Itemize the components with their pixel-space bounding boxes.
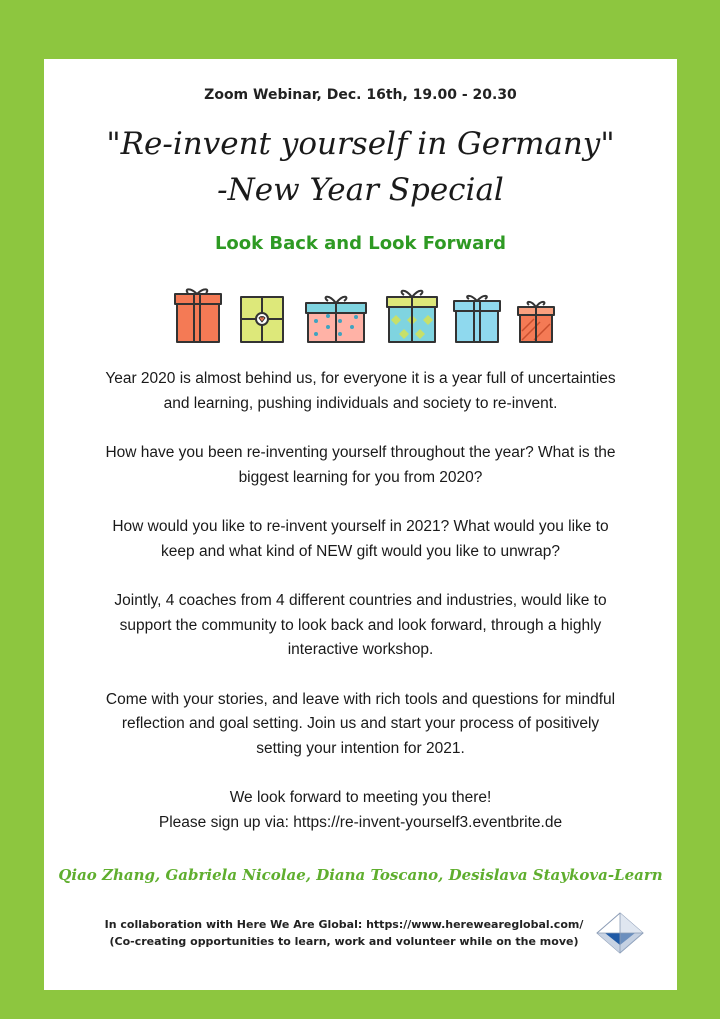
collab-line1: In collaboration with Here We Are Global: https://www.hereweareglobal.com/ — [104, 918, 584, 931]
event-subtitle: Look Back and Look Forward — [214, 233, 507, 254]
collab-line2: (Co-creating opportunities to learn, work and volunteer while on the move) — [109, 935, 579, 948]
gift-box-icon — [175, 289, 221, 342]
text-line: and learning, pushing individuals and society to re-invent. — [163, 394, 558, 412]
gift-box-icon — [454, 296, 500, 342]
event-title-line1: "Re-invent yourself in Germany" — [106, 126, 615, 162]
paragraph-intro — [84, 367, 637, 416]
gift-box-icon — [518, 302, 554, 342]
text-line: How would you like to re-invent yourself in 2021? What would you like to — [112, 518, 609, 535]
text-line: setting your intention for 2021. — [256, 739, 465, 757]
flyer-card — [44, 59, 677, 990]
paragraph-reflection — [84, 441, 637, 490]
paragraph-invitation — [84, 688, 637, 762]
text-line: Year 2020 is almost behind us, for everyone it is a year full of uncertainties — [105, 370, 616, 387]
text-line: support the community to look back and look forward, through a highly — [119, 616, 602, 634]
gift-boxes-illustration — [44, 287, 677, 349]
text-line: biggest learning for you from 2020? — [238, 468, 483, 486]
gift-row — [44, 287, 677, 349]
paragraph-coaches — [84, 589, 637, 663]
signup-link[interactable]: Please sign up via: https://re-invent-yourself3.eventbrite.de — [158, 813, 563, 831]
paragraph-signup — [84, 786, 637, 835]
event-title — [44, 121, 677, 213]
text-line: Jointly, 4 coaches from 4 different countries and industries, would like to — [114, 592, 607, 609]
gift-box-icon — [306, 297, 366, 342]
text-line: Come with your stories, and leave with rich tools and questions for mindful — [105, 690, 616, 708]
paragraph-future — [84, 515, 637, 564]
collaboration-note — [84, 916, 604, 950]
text-line: keep and what kind of NEW gift would you like to unwrap? — [161, 542, 560, 560]
event-description — [84, 367, 637, 835]
here-we-are-global-logo-icon — [595, 911, 645, 955]
text-line: reflection and goal setting. Join us and start your process of positively — [121, 715, 600, 732]
webinar-info: Zoom Webinar, Dec. 16th, 19.00 - 20.30 — [204, 87, 517, 103]
coach-names: Qiao Zhang, Gabriela Nicolae, Diana Toscano, Desislava Staykova-Learn — [58, 866, 663, 884]
text-line: We look forward to meeting you there! — [229, 789, 492, 806]
text-line: interactive workshop. — [287, 641, 434, 658]
gift-box-icon — [387, 291, 437, 342]
event-title-line2: -New Year Special — [217, 172, 504, 208]
text-line: How have you been re-inventing yourself throughout the year? What is the — [105, 444, 616, 461]
gift-box-icon — [241, 297, 283, 342]
